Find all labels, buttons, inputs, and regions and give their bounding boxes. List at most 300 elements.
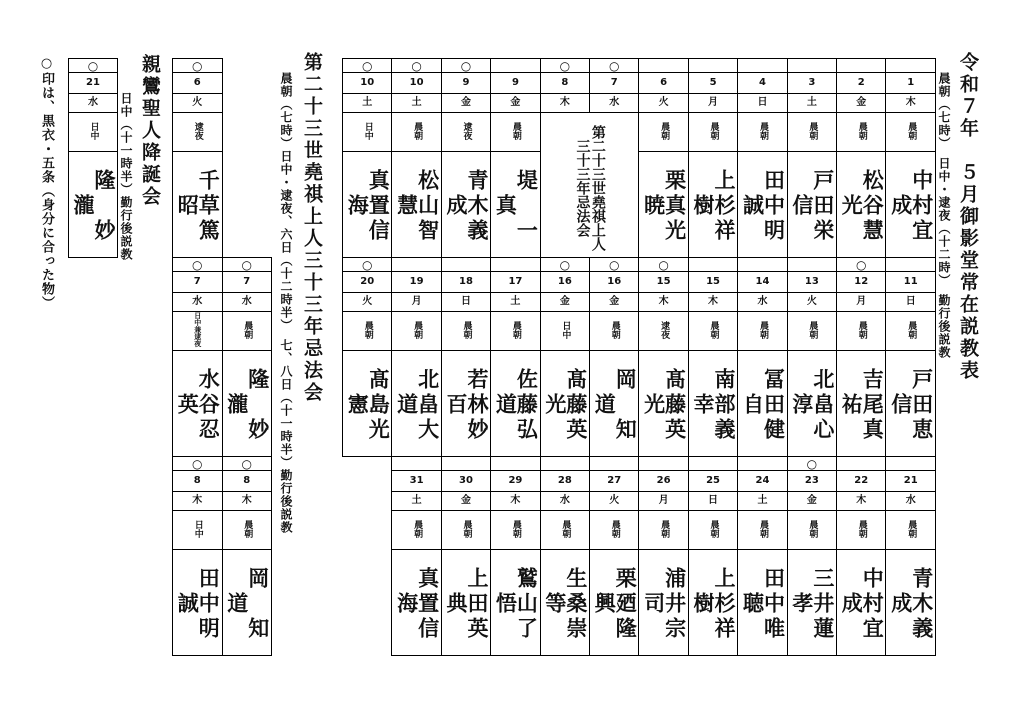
schedule-day: 24 — [738, 471, 787, 492]
session-label: 逮夜 — [461, 121, 472, 140]
schedule-mark — [392, 457, 441, 471]
schedule-mark: ○ — [441, 59, 490, 73]
session-label: 晨朝 — [757, 519, 768, 538]
preacher-name: 鷲山了悟 — [493, 566, 539, 642]
schedule-day: 7 — [173, 272, 223, 293]
schedule-name — [886, 351, 936, 457]
schedule-dow: 日 — [886, 293, 936, 312]
schedule-day: 28 — [540, 471, 589, 492]
preacher-name: 髙島光憲 — [345, 367, 391, 443]
schedule-dow: 金 — [540, 293, 589, 312]
preacher-name: 中村宜成 — [839, 566, 885, 642]
schedule-dow: 金 — [441, 492, 490, 511]
preacher-name: 上杉祥樹 — [691, 566, 737, 642]
schedule-name — [343, 152, 392, 258]
schedule-name — [688, 351, 737, 457]
schedule-dow: 金 — [491, 94, 540, 113]
schedule-name — [69, 152, 118, 258]
schedule-day: 5 — [688, 73, 737, 94]
shinran-note: 日中（十一時半）勤行後説教 — [119, 92, 133, 261]
schedule-mark: ○ — [222, 457, 272, 471]
schedule-day: 18 — [441, 272, 490, 293]
schedule-dow: 木 — [491, 492, 540, 511]
schedule-mark — [639, 457, 688, 471]
session-label: 日中 — [362, 121, 373, 140]
schedule-mark — [491, 457, 540, 471]
session-label: 晨朝 — [242, 320, 253, 339]
schedule-dow: 土 — [343, 94, 392, 113]
schedule-name — [590, 351, 639, 457]
schedule-name — [688, 152, 737, 258]
schedule-day: 8 — [173, 471, 223, 492]
schedule-dow: 木 — [639, 293, 688, 312]
schedule-day: 6 — [639, 73, 688, 94]
schedule-mark — [441, 457, 490, 471]
schedule-mark — [491, 258, 540, 272]
session-label: 晨朝 — [659, 121, 670, 140]
session-label: 晨朝 — [412, 320, 423, 339]
schedule-name — [540, 351, 589, 457]
preacher-name: 隆 妙瀧 — [71, 168, 116, 244]
schedule-dow: 水 — [886, 492, 936, 511]
schedule-day: 11 — [886, 272, 936, 293]
schedule-mark: ○ — [837, 258, 886, 272]
schedule-dow: 火 — [173, 94, 223, 113]
schedule-dow: 水 — [173, 293, 223, 312]
session-label: 晨朝 — [242, 519, 253, 538]
schedule-day: 8 — [540, 73, 589, 94]
schedule-dow: 木 — [222, 492, 272, 511]
preacher-name: 戸田栄信 — [789, 168, 835, 244]
schedule-day: 13 — [787, 272, 836, 293]
schedule-session — [343, 312, 392, 351]
schedule-dow: 水 — [738, 293, 787, 312]
schedule-dow: 日 — [738, 94, 787, 113]
session-label: 晨朝 — [906, 121, 917, 140]
schedule-name — [787, 550, 836, 656]
schedule-session — [688, 511, 737, 550]
schedule-name — [392, 152, 441, 258]
session-label: 晨朝 — [708, 121, 719, 140]
session-label: 日中 — [88, 121, 99, 140]
schedule-session — [491, 312, 540, 351]
schedule-day: 26 — [639, 471, 688, 492]
schedule-session — [837, 113, 886, 152]
empty-cell — [343, 492, 392, 511]
preacher-name: 田中唯聴 — [740, 566, 786, 642]
schedule-session — [837, 511, 886, 550]
schedule-session — [441, 113, 490, 152]
preacher-name: 岡 知道 — [592, 367, 638, 443]
session-label: 逮夜 — [659, 320, 670, 339]
schedule-day: 8 — [222, 471, 272, 492]
schedule-mark — [738, 457, 787, 471]
preacher-name: 上杉祥樹 — [691, 168, 737, 244]
schedule-day: 17 — [491, 272, 540, 293]
schedule-mark — [787, 258, 836, 272]
merged-event-cell — [540, 113, 639, 258]
schedule-session — [491, 511, 540, 550]
page-title: 令和７年 ５月御影堂常在説教表 — [957, 52, 979, 382]
preacher-name: 岡 知道 — [224, 566, 270, 642]
session-label: 晨朝 — [856, 121, 867, 140]
session-label: 晨朝 — [609, 519, 620, 538]
shinran-title: 親鸞聖人降誕会 — [139, 54, 161, 208]
schedule-mark: ○ — [639, 258, 688, 272]
session-label: 晨朝 — [412, 121, 423, 140]
schedule-session — [688, 312, 737, 351]
schedule-dow: 水 — [540, 492, 589, 511]
schedule-dow: 木 — [886, 94, 936, 113]
schedule-dow: 月 — [392, 293, 441, 312]
schedule-dow: 土 — [392, 94, 441, 113]
empty-cell — [222, 113, 272, 152]
schedule-dow: 水 — [69, 94, 118, 113]
schedule-day: 15 — [688, 272, 737, 293]
schedule-mark — [392, 258, 441, 272]
session-label: 晨朝 — [461, 519, 472, 538]
schedule-mark: ○ — [392, 59, 441, 73]
schedule-mark: ○ — [787, 457, 836, 471]
preacher-name: 千草篤昭 — [175, 168, 221, 244]
schedule-mark — [886, 457, 936, 471]
schedule-day: 9 — [491, 73, 540, 94]
empty-cell — [222, 73, 272, 94]
schedule-day: 29 — [491, 471, 540, 492]
schedule-mark — [787, 59, 836, 73]
schedule-dow: 日 — [688, 492, 737, 511]
session-label: 晨朝 — [807, 519, 818, 538]
preacher-name: 水谷忍英 — [175, 367, 221, 443]
schedule-dow: 木 — [540, 94, 589, 113]
schedule-mark — [688, 258, 737, 272]
title-note: 晨朝（七時） 日中・逮夜（十二時） 勤行後説教 — [937, 72, 951, 359]
session-label: 日中 — [560, 320, 571, 339]
schedule-name — [222, 550, 272, 656]
session-label: 晨朝 — [659, 519, 670, 538]
schedule-mark — [688, 457, 737, 471]
schedule-mark: ○ — [69, 59, 118, 73]
preacher-name: 上田英典 — [444, 566, 490, 642]
session-label: 晨朝 — [757, 320, 768, 339]
preacher-name: 浦井宗司 — [641, 566, 687, 642]
shinran-schedule-table — [68, 58, 118, 258]
preacher-name: 三井蓮孝 — [789, 566, 835, 642]
schedule-day: 25 — [688, 471, 737, 492]
schedule-name — [441, 152, 490, 258]
schedule-dow: 土 — [787, 94, 836, 113]
schedule-dow: 水 — [590, 94, 639, 113]
schedule-session — [886, 113, 936, 152]
schedule-name — [688, 550, 737, 656]
schedule-day: 15 — [639, 272, 688, 293]
schedule-name — [392, 550, 441, 656]
schedule-day: 14 — [738, 272, 787, 293]
schedule-name — [738, 152, 787, 258]
schedule-name — [491, 152, 540, 258]
preacher-name: 若林妙百 — [444, 367, 490, 443]
schedule-name — [540, 550, 589, 656]
session-label: 晨朝 — [708, 320, 719, 339]
schedule-mark: ○ — [343, 59, 392, 73]
session-label: 晨朝 — [412, 519, 423, 538]
schedule-session — [787, 511, 836, 550]
anniversary-title: 第二十三世堯祺上人三十三年忌法会 — [301, 52, 323, 404]
schedule-mark — [688, 59, 737, 73]
preacher-name: 栗真光暁 — [641, 168, 687, 244]
schedule-dow: 木 — [837, 492, 886, 511]
session-label: 晨朝 — [510, 121, 521, 140]
schedule-day: 23 — [787, 471, 836, 492]
session-label: 逮夜 — [192, 121, 203, 140]
schedule-name — [222, 351, 272, 457]
schedule-day: 16 — [590, 272, 639, 293]
session-label: 日中 — [192, 519, 203, 538]
schedule-name — [639, 351, 688, 457]
schedule-session — [886, 312, 936, 351]
schedule-mark: ○ — [173, 258, 223, 272]
schedule-dow: 土 — [392, 492, 441, 511]
session-label: 晨朝 — [510, 320, 521, 339]
session-label: 晨朝 — [708, 519, 719, 538]
schedule-day: 22 — [837, 471, 886, 492]
schedule-mark — [738, 258, 787, 272]
schedule-name — [787, 351, 836, 457]
schedule-name — [837, 351, 886, 457]
preacher-name: 隆 妙瀧 — [224, 367, 270, 443]
preacher-name: 青木義成 — [888, 566, 934, 642]
schedule-name — [343, 351, 392, 457]
schedule-mark: ○ — [540, 258, 589, 272]
preacher-name: 松谷慧光 — [839, 168, 885, 244]
schedule-day: 27 — [590, 471, 639, 492]
schedule-session — [392, 312, 441, 351]
schedule-dow: 月 — [639, 492, 688, 511]
preacher-name: 戸田恵信 — [888, 367, 934, 443]
schedule-day: 21 — [69, 73, 118, 94]
preacher-name: 中村宜成 — [888, 168, 934, 244]
schedule-dow: 月 — [837, 293, 886, 312]
preacher-name: 田中明誠 — [740, 168, 786, 244]
session-label: 晨朝 — [510, 519, 521, 538]
session-label: 晨朝 — [362, 320, 373, 339]
schedule-session — [222, 312, 272, 351]
schedule-mark — [639, 59, 688, 73]
schedule-dow: 火 — [343, 293, 392, 312]
schedule-day: 10 — [343, 73, 392, 94]
schedule-session — [837, 312, 886, 351]
preacher-name: 田中明誠 — [175, 566, 221, 642]
schedule-dow: 土 — [491, 293, 540, 312]
schedule-day: 3 — [787, 73, 836, 94]
session-label: 晨朝 — [757, 121, 768, 140]
preacher-name: 髙藤英光 — [641, 367, 687, 443]
session-label: 晨朝 — [609, 320, 620, 339]
schedule-session — [639, 511, 688, 550]
schedule-session — [173, 113, 223, 152]
schedule-day: 1 — [886, 73, 936, 94]
schedule-name — [491, 550, 540, 656]
schedule-day: 20 — [343, 272, 392, 293]
schedule-mark — [837, 457, 886, 471]
main-schedule-table — [342, 58, 936, 656]
schedule-day: 10 — [392, 73, 441, 94]
schedule-session — [639, 113, 688, 152]
schedule-dow: 木 — [688, 293, 737, 312]
schedule-name — [886, 152, 936, 258]
preacher-name: 松山智慧 — [394, 168, 440, 244]
schedule-session — [590, 511, 639, 550]
schedule-day: 4 — [738, 73, 787, 94]
empty-cell — [343, 511, 392, 550]
preacher-name: 真置信海 — [394, 566, 440, 642]
schedule-dow: 金 — [590, 293, 639, 312]
session-label: 晨朝 — [856, 519, 867, 538]
schedule-session — [69, 113, 118, 152]
session-label: 晨朝 — [807, 121, 818, 140]
schedule-day: 12 — [837, 272, 886, 293]
schedule-session — [491, 113, 540, 152]
empty-cell — [343, 457, 392, 471]
schedule-session — [540, 312, 589, 351]
anniversary-schedule-table — [172, 58, 272, 656]
session-label: 晨朝 — [461, 320, 472, 339]
session-label: 日中兼逮夜 — [193, 312, 202, 347]
schedule-day: 2 — [837, 73, 886, 94]
session-label: 晨朝 — [906, 519, 917, 538]
schedule-name — [173, 152, 223, 258]
schedule-session — [590, 312, 639, 351]
schedule-name — [441, 351, 490, 457]
preacher-name: 堤 一真 — [493, 168, 539, 244]
schedule-mark — [590, 457, 639, 471]
footnote: ○印は、黒衣・五条（身分に合った物） — [39, 56, 54, 310]
schedule-day: 9 — [441, 73, 490, 94]
schedule-dow: 木 — [173, 492, 223, 511]
schedule-dow: 水 — [222, 293, 272, 312]
schedule-mark: ○ — [590, 59, 639, 73]
schedule-session — [688, 113, 737, 152]
empty-cell — [222, 152, 272, 258]
schedule-name — [837, 152, 886, 258]
preacher-name: 吉尾真祐 — [839, 367, 885, 443]
schedule-name — [738, 351, 787, 457]
schedule-session — [738, 113, 787, 152]
schedule-session — [222, 511, 272, 550]
schedule-name — [837, 550, 886, 656]
schedule-dow: 火 — [787, 293, 836, 312]
schedule-session — [343, 113, 392, 152]
schedule-name — [441, 550, 490, 656]
schedule-mark: ○ — [173, 59, 223, 73]
schedule-mark: ○ — [590, 258, 639, 272]
schedule-session — [173, 511, 223, 550]
schedule-name — [639, 152, 688, 258]
preacher-name: 北畠心淳 — [789, 367, 835, 443]
schedule-session — [441, 312, 490, 351]
schedule-name — [738, 550, 787, 656]
schedule-mark — [837, 59, 886, 73]
schedule-dow: 土 — [738, 492, 787, 511]
preacher-name: 冨田健自 — [740, 367, 786, 443]
preacher-name: 青木義成 — [444, 168, 490, 244]
schedule-mark: ○ — [343, 258, 392, 272]
schedule-day: 30 — [441, 471, 490, 492]
schedule-dow: 火 — [639, 94, 688, 113]
schedule-name — [590, 550, 639, 656]
schedule-session — [738, 511, 787, 550]
session-label: 晨朝 — [906, 320, 917, 339]
schedule-session — [392, 511, 441, 550]
schedule-day: 21 — [886, 471, 936, 492]
schedule-session — [173, 312, 223, 351]
schedule-day: 6 — [173, 73, 223, 94]
schedule-dow: 金 — [837, 94, 886, 113]
schedule-session — [787, 312, 836, 351]
session-label: 晨朝 — [560, 519, 571, 538]
session-label: 晨朝 — [807, 320, 818, 339]
schedule-day: 16 — [540, 272, 589, 293]
schedule-name — [392, 351, 441, 457]
schedule-day: 19 — [392, 272, 441, 293]
schedule-session — [738, 312, 787, 351]
preacher-name: 髙藤英光 — [542, 367, 588, 443]
empty-cell — [222, 59, 272, 73]
session-label: 晨朝 — [856, 320, 867, 339]
schedule-day: 7 — [222, 272, 272, 293]
schedule-session — [787, 113, 836, 152]
schedule-mark — [441, 258, 490, 272]
schedule-mark: ○ — [540, 59, 589, 73]
schedule-name — [491, 351, 540, 457]
schedule-session — [639, 312, 688, 351]
schedule-name — [173, 550, 223, 656]
empty-cell — [343, 550, 392, 656]
schedule-mark — [540, 457, 589, 471]
preacher-name: 栗廼隆興 — [592, 566, 638, 642]
schedule-dow: 金 — [441, 94, 490, 113]
empty-cell — [222, 94, 272, 113]
schedule-day: 31 — [392, 471, 441, 492]
schedule-day: 7 — [590, 73, 639, 94]
schedule-name — [639, 550, 688, 656]
empty-cell — [343, 471, 392, 492]
preacher-name: 北畠大道 — [394, 367, 440, 443]
schedule-name — [173, 351, 223, 457]
schedule-mark — [491, 59, 540, 73]
preacher-name: 真置信海 — [345, 168, 391, 244]
preacher-name: 南部義幸 — [691, 367, 737, 443]
schedule-mark — [886, 258, 936, 272]
preacher-name: 佐藤弘道 — [493, 367, 539, 443]
schedule-session — [540, 511, 589, 550]
anniversary-note: 晨朝（七時）日中・逮夜、六日（十二時半） 七、八日（十一時半）勤行後説教 — [279, 72, 293, 534]
schedule-session — [441, 511, 490, 550]
schedule-session — [886, 511, 936, 550]
schedule-mark: ○ — [222, 258, 272, 272]
schedule-mark: ○ — [173, 457, 223, 471]
preacher-name: 生桑崇等 — [542, 566, 588, 642]
schedule-name — [886, 550, 936, 656]
schedule-dow: 月 — [688, 94, 737, 113]
schedule-mark — [886, 59, 936, 73]
schedule-name — [787, 152, 836, 258]
schedule-mark — [738, 59, 787, 73]
merged-event-label: 第二十三世堯祺上人三十三年忌法会 — [574, 125, 606, 251]
schedule-session — [392, 113, 441, 152]
schedule-dow: 金 — [787, 492, 836, 511]
schedule-dow: 火 — [590, 492, 639, 511]
